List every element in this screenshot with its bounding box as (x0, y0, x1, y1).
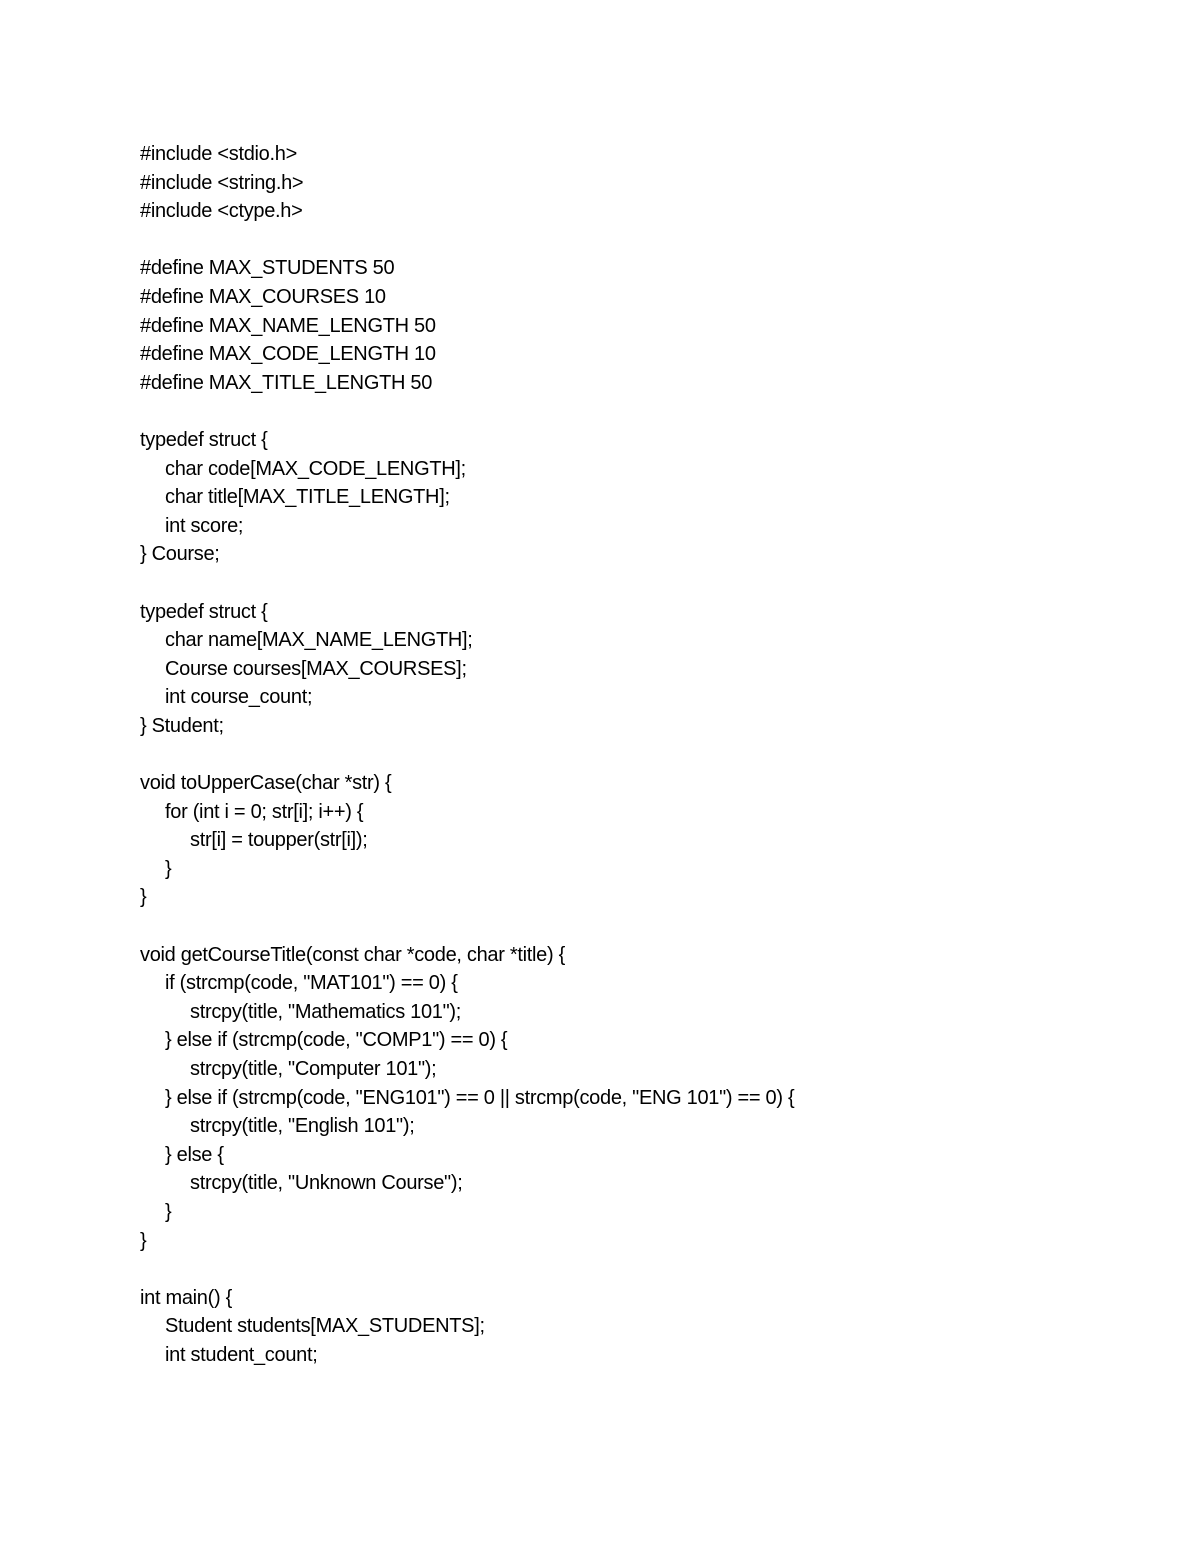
code-line: char code[MAX_CODE_LENGTH]; (165, 457, 466, 480)
code-line: #include <ctype.h> (140, 200, 303, 223)
code-line: #define MAX_CODE_LENGTH 10 (140, 343, 436, 366)
blank-line (140, 740, 1100, 769)
code-line: #define MAX_COURSES 10 (140, 285, 386, 308)
code-line: for (int i = 0; str[i]; i++) { (165, 800, 364, 823)
code-line: str[i] = toupper(str[i]); (190, 829, 368, 852)
code-line: typedef struct { (140, 600, 268, 623)
code-line: Student students[MAX_STUDENTS]; (165, 1315, 485, 1338)
code-line: #define MAX_STUDENTS 50 (140, 257, 395, 280)
code-line: int main() { (140, 1286, 232, 1309)
code-line: #define MAX_NAME_LENGTH 50 (140, 314, 436, 337)
code-line: } else if (strcmp(code, "COMP1") == 0) { (165, 1029, 508, 1052)
code-line: } else { (165, 1143, 224, 1166)
code-line: if (strcmp(code, "MAT101") == 0) { (165, 972, 458, 995)
code-line: Course courses[MAX_COURSES]; (165, 657, 467, 680)
code-line: char name[MAX_NAME_LENGTH]; (165, 629, 473, 652)
code-line: typedef struct { (140, 428, 268, 451)
code-line: strcpy(title, "Computer 101"); (190, 1058, 437, 1080)
code-line: } (165, 1200, 172, 1223)
code-line: } Course; (140, 543, 220, 566)
blank-line (140, 569, 1100, 598)
code-line: strcpy(title, "English 101"); (190, 1115, 415, 1138)
code-line: } else if (strcmp(code, "ENG101") == 0 || strcmp(code, "ENG 101") == 0) { (165, 1086, 795, 1109)
blank-line (140, 912, 1100, 941)
blank-line (140, 226, 1100, 255)
code-line: } (140, 886, 147, 909)
code-line: strcpy(title, "Mathematics 101"); (190, 1000, 462, 1023)
code-line: #include <string.h> (140, 171, 304, 194)
code-line: #define MAX_TITLE_LENGTH 50 (140, 371, 433, 394)
code-line: char title[MAX_TITLE_LENGTH]; (165, 486, 450, 509)
code-line: int student_count; (165, 1343, 318, 1366)
code-line: int course_count; (165, 686, 313, 709)
code-line: void getCourseTitle(const char *code, char *title) { (140, 943, 565, 966)
blank-line (140, 397, 1100, 426)
code-line: int score; (165, 514, 244, 537)
code-listing (140, 140, 1100, 1370)
blank-line (140, 1255, 1100, 1284)
code-line: strcpy(title, "Unknown Course"); (190, 1172, 463, 1195)
code-line: } (140, 1229, 147, 1252)
code-line: void toUpperCase(char *str) { (140, 772, 392, 795)
code-line: #include <stdio.h> (140, 143, 297, 165)
code-line: } Student; (140, 714, 224, 737)
code-line: } (165, 857, 172, 880)
